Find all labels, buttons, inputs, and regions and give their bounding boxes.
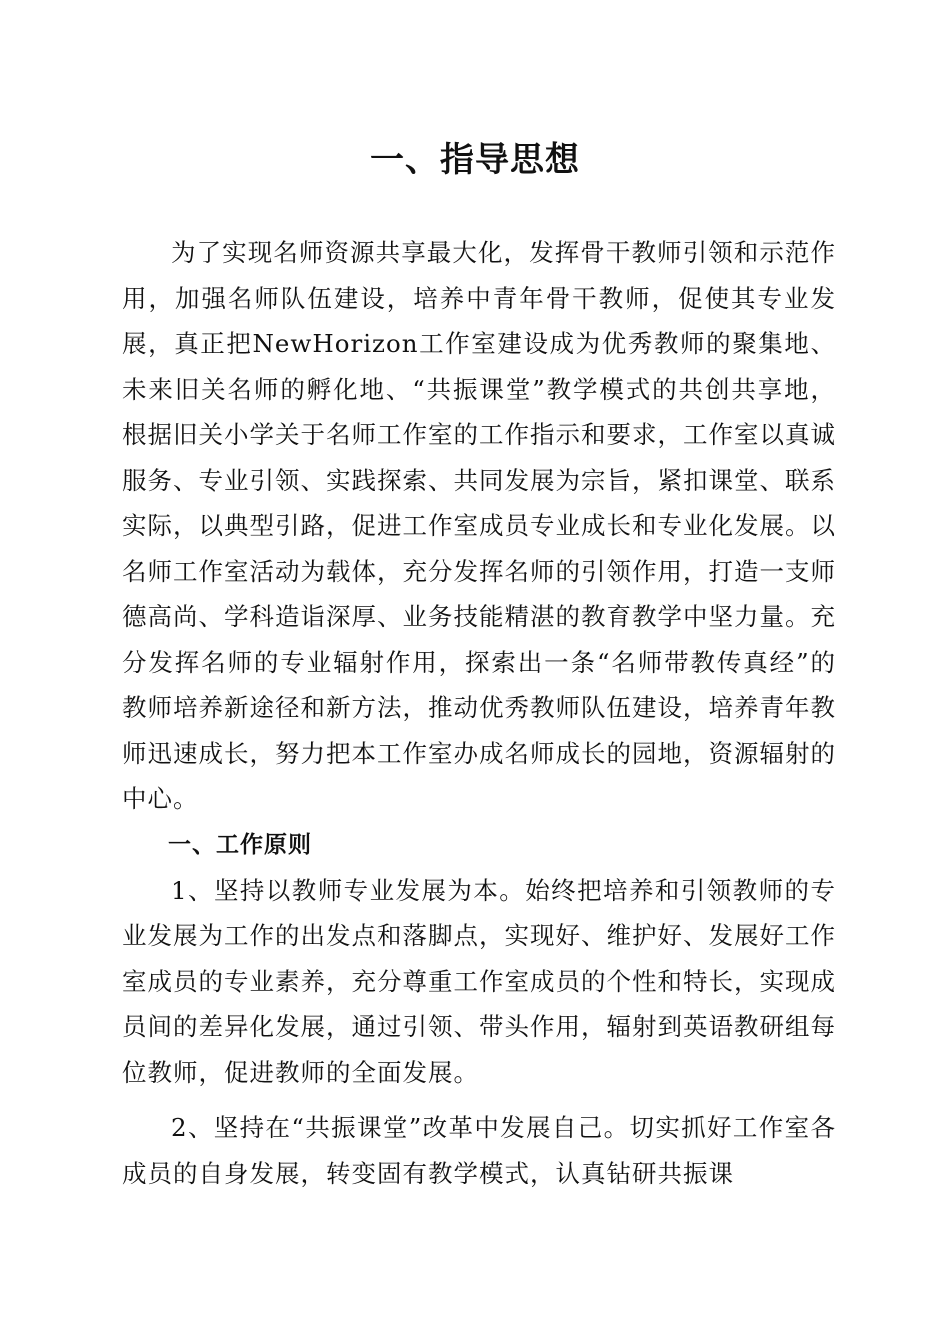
- principle-paragraph-1: 1、坚持以教师专业发展为本。始终把培养和引领教师的专业发展为工作的出发点和落脚点，实现好、维护好、发展好工作室成员的专业素养，充分尊重工作室成员的个性和特长，实现成员间的差异化发展，通过引领、带头作用，辐射到英语教研组每位教师，促进教师的全面发展。: [122, 875, 836, 1087]
- page-title: 一、指导思想: [370, 140, 580, 180]
- principle-paragraph-2: 2、坚持在“共振课堂”改革中发展自己。切实抓好工作室各成员的自身发展，转变固有教学模式，认真钻研共振课: [122, 1113, 836, 1188]
- document-body: [122, 230, 836, 1196]
- intro-paragraph: 为了实现名师资源共享最大化，发挥骨干教师引领和示范作用，加强名师队伍建设，培养中青年骨干教师，促使其专业发展，真正把NewHorizon工作室建设成为优秀教师的聚集地、未来旧关名师的孵化地、“共振课堂”教学模式的共创共享地，根据旧关小学关于名师工作室的工作指示和要求，工作室以真诚服务、专业引领、实践探索、共同发展为宗旨，紧扣课堂、联系实际，以典型引路，促进工作室成员专业成长和专业化发展。以名师工作室活动为载体，充分发挥名师的引领作用，打造一支师德高尚、学科造诣深厚、业务技能精湛的教育教学中坚力量。充分发挥名师的专业辐射作用，探索出一条“名师带教传真经”的教师培养新途径和新方法，推动优秀教师队伍建设，培养青年教师迅速成长，努力把本工作室办成名师成长的园地，资源辐射的中心。: [122, 238, 836, 813]
- section-heading: 一、工作原则: [168, 831, 312, 858]
